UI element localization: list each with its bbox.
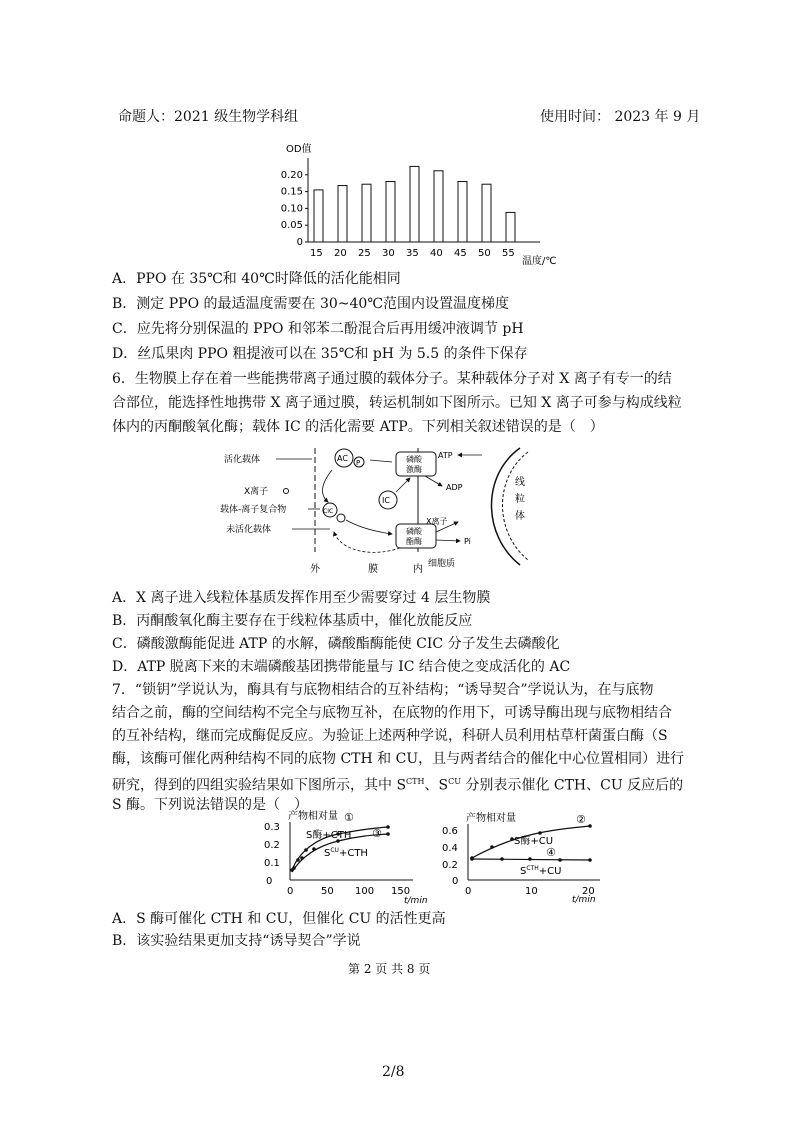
- q6-stem-line-3: 体内的丙酮酸氧化酶；载体 IC 的活化需要 ATP。下列相关叙述错误的是（ ）: [112, 419, 604, 435]
- curve-3-point: [292, 866, 296, 870]
- x-ion-label: X离子: [244, 487, 269, 497]
- graph2-label-bottom-rest: +CU: [538, 866, 562, 877]
- graph2-label-top: S酶+CU: [514, 836, 554, 847]
- graph1-ytick-0: 0: [266, 876, 273, 887]
- curve-4-point: [528, 857, 532, 861]
- q7-stem-5c: 分别表示催化 CTH、CU 反应后的: [460, 777, 684, 794]
- mito-char-2: 粒: [515, 494, 525, 505]
- graph2-xtick-0: 0: [465, 886, 472, 897]
- x-ion-inner-label: X离子: [426, 517, 448, 526]
- mitochondrion-cristae: [503, 452, 529, 560]
- q7-option-b: B．该实验结果更加支持“诱导契合”学说: [112, 933, 361, 949]
- chart-xtick-label: 15: [310, 248, 323, 259]
- activated-carrier-label: 活化载体: [224, 455, 261, 465]
- ac-kinase-link: [370, 460, 392, 462]
- q7-stem-line-6: S 酶。下列说法错误的是（ ）: [112, 797, 309, 813]
- graph1-ylabel: 产物相对量: [288, 811, 338, 822]
- p-label: P: [356, 459, 361, 467]
- q7-stem-line-5: [112, 773, 683, 795]
- curve-1-point: [304, 848, 308, 852]
- bar-30: [386, 182, 395, 242]
- graph2-label-bottom-sup: CTH: [526, 865, 539, 872]
- cytoplasm-label: 细胞质: [428, 559, 456, 569]
- q6-option-b: B．丙酮酸氧化酶主要存在于线粒体基质中，催化放能反应: [112, 613, 473, 629]
- q6-option-a: A．X 离子进入线粒体基质发挥作用至少需要穿过 4 层生物膜: [112, 590, 491, 606]
- q5-option-b: B．测定 PPO 的最适温度需要在 30~40℃范围内设置温度梯度: [112, 296, 509, 312]
- chart-xtick-label: 40: [430, 248, 443, 259]
- chart-xtick-label: 45: [454, 248, 467, 259]
- inner-label: 内: [413, 564, 423, 575]
- return-arrow: [334, 532, 400, 552]
- author-line: 命题人：2021 级生物学科组: [118, 109, 299, 125]
- curve-2-point: [538, 831, 542, 835]
- q6-stem-line-1: 6．生物膜上存在着一些能携带离子通过膜的载体分子。某种载体分子对 X 离子有专一的结: [112, 371, 672, 387]
- chart-ytick-label: 0.05: [280, 220, 303, 232]
- chart-xtick-label: 35: [406, 248, 419, 259]
- ac-label: AC: [337, 454, 348, 463]
- q7-stem-line-4: 酶，该酶可催化两种结构不同的底物 CTH 和 CU，且与两者结合的催化中心位置相同）进行: [112, 751, 685, 767]
- chart-xtick-label: 20: [334, 248, 347, 259]
- chart-xtick-label: 25: [358, 248, 371, 259]
- q5-option-a: A．PPO 在 35℃和 40℃时降低的活化能相同: [112, 271, 401, 287]
- cic-label: CIC: [323, 508, 334, 515]
- kinase-label-1: 磷酸: [406, 455, 422, 464]
- page-footer-text: 第 2 页 共 8 页: [348, 962, 431, 976]
- mito-char-3: 体: [515, 511, 525, 522]
- curve-4-point: [558, 858, 562, 862]
- cic-ion-circle: [337, 514, 345, 522]
- ic-label: IC: [382, 496, 390, 505]
- adp-label: ADP: [446, 483, 463, 492]
- graph1-xtick-3: 150: [391, 886, 411, 897]
- graph1-label-bottom-s: S: [324, 848, 331, 859]
- graph2-ytick-3: 0.6: [442, 826, 458, 837]
- curve-2-point: [490, 845, 494, 849]
- chart-xtick-label: 50: [478, 248, 491, 259]
- kinase-label-2: 激酶: [406, 465, 422, 474]
- graph1-label-top: S酶+CTH: [306, 830, 352, 841]
- q7-stem-5b: 、S: [424, 777, 449, 794]
- q5-option-c: C．应先将分别保温的 PPO 和邻苯二酚混合后再用缓冲液调节 pH: [112, 321, 524, 337]
- bar-35: [410, 166, 419, 242]
- inactive-carrier-label: 未活化载体: [226, 525, 272, 535]
- graph-cu: [430, 808, 610, 908]
- graph1-xtick-2: 100: [355, 886, 375, 897]
- carrier-complex-label: 载体-离子复合物: [220, 505, 287, 515]
- graph1-ytick-1: 0.1: [264, 858, 280, 869]
- chart-xtick-label: 30: [382, 248, 395, 259]
- curve-4-point: [470, 857, 474, 861]
- graph2-ylabel: 产物相对量: [466, 813, 516, 824]
- q7-stem-line-1: 7．“锁钥”学说认为，酶具有与底物相结合的互补结构；“诱导契合”学说认为，在与底物: [112, 682, 654, 698]
- bar-20: [338, 186, 347, 242]
- chart-ytick-label: 0: [296, 237, 303, 248]
- q7-stem-line-2: 结合之前，酶的空间结构不完全与底物互补，在底物的作用下，可诱导酶出现与底物相结合: [112, 705, 672, 721]
- graph1-circle-1: ①: [344, 811, 354, 824]
- pi-arrow: [436, 540, 460, 541]
- bar-45: [458, 182, 467, 242]
- curve-1-point: [296, 858, 300, 862]
- graph2-circle-2: ②: [576, 813, 586, 826]
- graph1-ytick-3: 0.3: [264, 822, 280, 833]
- graph1-label-bottom-rest: +CTH: [338, 848, 368, 859]
- ac-to-cic-arrow: [322, 470, 332, 502]
- usage-date: 使用时间： 2023 年 9 月: [540, 109, 701, 125]
- x-ion-dot: [284, 489, 289, 494]
- chart-xtick-label: 55: [502, 248, 515, 259]
- outer-label: 外: [310, 564, 320, 575]
- graph1-circle-3: ③: [372, 827, 382, 840]
- curve-1-point: [386, 825, 390, 829]
- graph1-xtick-1: 50: [321, 886, 334, 897]
- membrane-label: 膜: [368, 564, 378, 575]
- q7-option-a: A．S 酶可催化 CTH 和 CU，但催化 CU 的活性更高: [112, 911, 446, 927]
- pi-label: Pi: [464, 537, 471, 546]
- graph1-ytick-2: 0.2: [264, 840, 280, 851]
- graph2-xtick-2: 20: [582, 886, 595, 897]
- bar-40: [434, 171, 443, 242]
- curve-4-point: [500, 857, 504, 861]
- bar-55: [506, 212, 515, 242]
- graph1-label-bottom: [324, 847, 368, 859]
- graph1-label-bottom-sup: CU: [330, 847, 339, 854]
- page-number: 2/8: [382, 1064, 405, 1080]
- graph2-xlabel: t/min: [572, 895, 596, 905]
- graph2-label-bottom-s: S: [520, 866, 527, 877]
- graph1-xlabel: t/min: [404, 896, 428, 906]
- chart-ytick-label: 0.10: [280, 203, 303, 215]
- bar-25: [362, 184, 371, 242]
- bar-50: [482, 184, 491, 242]
- phosphatase-label-2: 酯酶: [406, 537, 422, 546]
- atp-label: ATP: [438, 451, 453, 460]
- chart-ytick-label: 0.20: [280, 169, 303, 181]
- ic-to-kinase-arrow: [396, 478, 410, 492]
- graph-cth: [258, 808, 428, 908]
- graph2-xtick-1: 10: [525, 886, 538, 897]
- curve-3-point: [300, 856, 304, 860]
- q6-option-d: D．ATP 脱离下来的末端磷酸基团携带能量与 IC 结合使之变成活化的 AC: [112, 659, 571, 675]
- bar-15: [314, 190, 323, 242]
- curve-2-point: [588, 824, 592, 828]
- od-temperature-chart: [272, 140, 572, 270]
- phosphatase-label-1: 磷酸: [406, 527, 422, 536]
- cic-to-phosphatase-arrow: [346, 520, 392, 534]
- q7-stem-5-sup-cu: CU: [448, 777, 461, 786]
- q5-option-d: D．丝瓜果肉 PPO 粗提液可以在 35℃和 pH 为 5.5 的条件下保存: [112, 346, 528, 362]
- carrier-transport-diagram: [220, 440, 550, 580]
- q7-stem-5a: 研究，得到的四组实验结果如下图所示，其中 S: [112, 777, 407, 794]
- q6-stem-line-2: 合部位，能选择性地携带 X 离子通过膜，转运机制如下图所示。已知 X 离子可参与构成线粒: [112, 395, 682, 411]
- mito-char-1: 线: [515, 477, 525, 488]
- graph2-ytick-0: 0: [452, 876, 459, 887]
- chart-xlabel: 温度/℃: [522, 256, 557, 267]
- q7-stem-line-3: 的互补结构，继而完成酶促反应。为验证上述两种学说，科研人员利用枯草杆菌蛋白酶（S: [112, 728, 668, 744]
- curve-3-point: [386, 832, 390, 836]
- graph2-ytick-1: 0.2: [442, 860, 458, 871]
- curve-3-point: [312, 847, 316, 851]
- chart-ytick-label: 0.15: [280, 186, 303, 198]
- chart-ylabel: OD值: [286, 144, 312, 155]
- graph2-ytick-2: 0.4: [442, 843, 458, 854]
- q6-option-c: C．磷酸激酶能促进 ATP 的水解，磷酸酯酶能使 CIC 分子发生去磷酸化: [112, 636, 560, 652]
- graph2-label-bottom: [520, 865, 561, 877]
- q7-stem-5-sup-cth: CTH: [406, 777, 425, 786]
- graph1-xtick-0: 0: [287, 886, 294, 897]
- graph2-circle-4: ④: [546, 846, 556, 859]
- adp-arrow: [425, 476, 442, 486]
- curve-4-point: [588, 858, 592, 862]
